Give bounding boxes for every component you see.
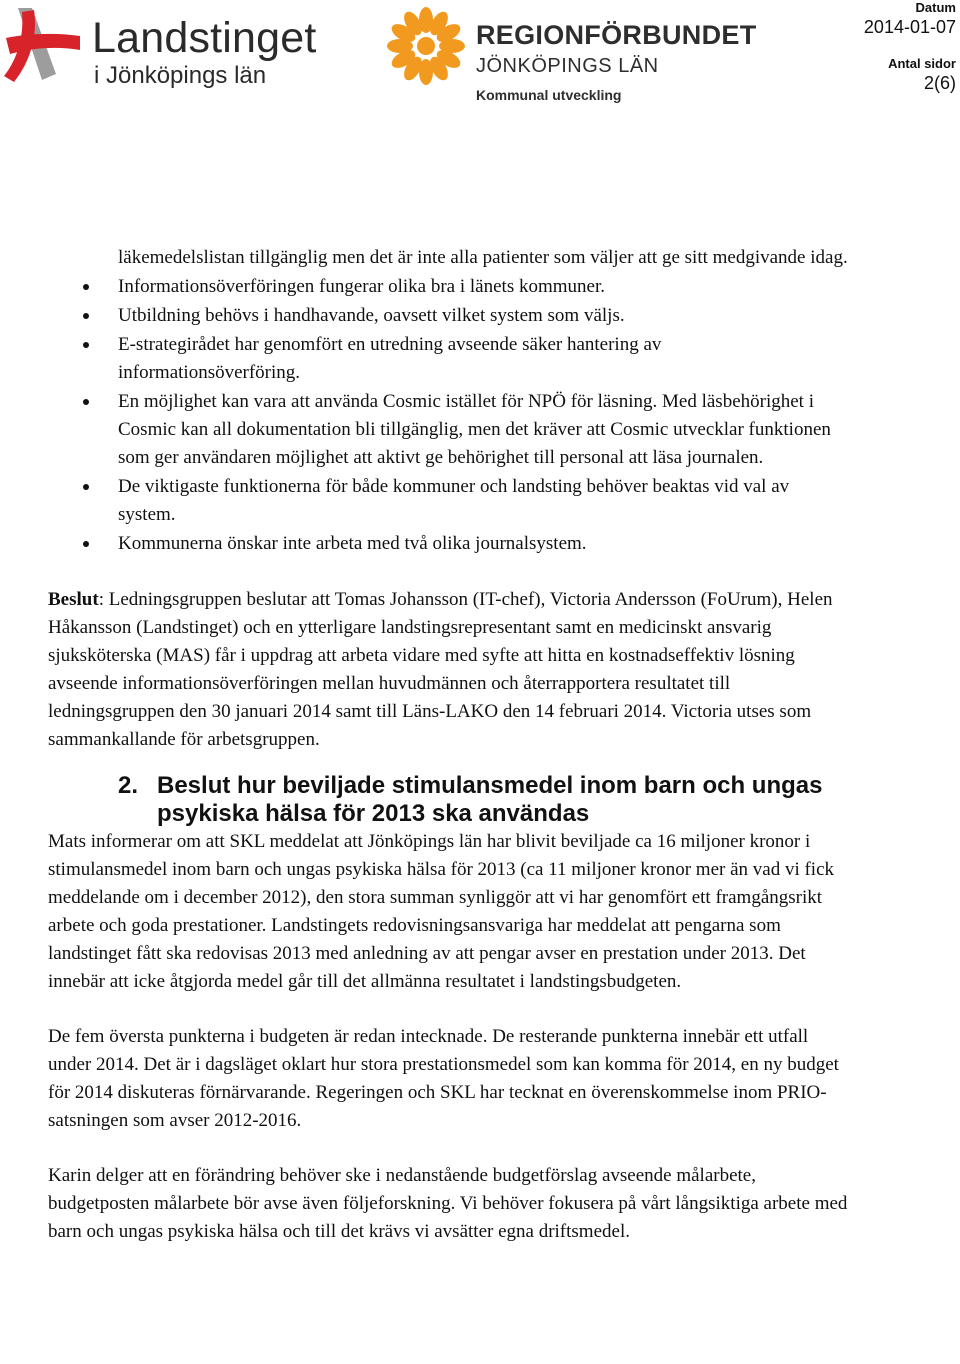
decision-paragraph: [48, 586, 848, 754]
document-meta: [864, 0, 956, 94]
date-value: 2014-01-07: [863, 17, 956, 37]
list-item-text: En möjlighet kan vara att använda Cosmic istället för NPÖ för läsning. Med läsbehörighet i Cosmic kan all dokumentation bli tillgänglig, men det kräver att Cosmic utvecklar funktionen som ger användaren möjlighet att aktivt ge behörighet till personal att läsa journalen.: [118, 391, 831, 468]
list-item: [48, 302, 848, 330]
list-item-text: läkemedelslistan tillgänglig men det är inte alla patienter som väljer att ge sitt medgivande idag.: [118, 247, 848, 268]
pages-value: 2(6): [923, 73, 956, 93]
decision-label: Beslut: [48, 589, 99, 610]
list-item-text: Kommunerna önskar inte arbeta med två olika journalsystem.: [118, 533, 587, 554]
regionforbundet-name: REGIONFÖRBUNDET: [476, 20, 757, 50]
list-item-text: De viktigaste funktionerna för både kommuner och landsting behöver beaktas vid val av system.: [118, 476, 790, 525]
landstinget-logo: [4, 6, 344, 90]
bullet-list: [48, 244, 848, 558]
bullet-icon: [83, 399, 89, 405]
list-item: [48, 331, 848, 387]
decision-text: : Ledningsgruppen beslutar att Tomas Johansson (IT-chef), Victoria Andersson (FoUrum), Helen Håkansson (Landstinget) och en ytterligare landstingsrepresentant samt en medicinskt ansvarig sjuksköterska (MAS) får i uppdrag att arbeta vidare med syfte att hitta en kostnadseffektiv lösning avseende informationsöverföringen mellan huvudmännen och återrapportera resultatet till ledningsgruppen den 30 januari 2014 samt till Läns-LAKO den 14 februari 2014. Victoria utses som sammankallande för arbetsgruppen.: [48, 589, 833, 750]
list-item: [48, 388, 848, 472]
list-item: [48, 530, 848, 558]
list-item-text: E-strategirådet har genomfört en utredning avseende säker hantering av informationsöverföring.: [118, 334, 662, 383]
landstinget-name: Landstinget: [92, 14, 317, 62]
list-item: [48, 273, 848, 301]
list-item-continued: [48, 244, 848, 272]
bullet-icon: [83, 541, 89, 547]
body-paragraph: Mats informerar om att SKL meddelat att Jönköpings län har blivit beviljade ca 16 miljoner kronor i stimulansmedel inom barn och ungas psykiska hälsa för 2013 (ca 11 miljoner kronor mer än vad vi fick meddelande om i december 2012), den stora summan synliggör att vi har genomfört ett framgångsrikt arbete och goda prestationer. Landstingets redovisningsansvariga har meddelat att pengarna som landstinget fått ska redovisas 2013 med anledning av att pengar avser en prestation under 2013. Det innebär att icke åtgjorda medel går till det allmänna resultatet i landstingsbudgeten.: [48, 831, 835, 992]
landstinget-region: i Jönköpings län: [94, 62, 267, 89]
bullet-icon: [83, 284, 89, 290]
section-number: 2.: [118, 772, 139, 799]
regionforbundet-region: JÖNKÖPINGS LÄN: [476, 55, 659, 77]
bullet-icon: [83, 342, 89, 348]
section-heading: [48, 772, 848, 828]
regionforbundet-tagline: Kommunal utveckling: [476, 87, 622, 103]
list-item-text: Utbildning behövs i handhavande, oavsett vilket system som väljs.: [118, 305, 625, 326]
pages-label: Antal sidor: [888, 56, 956, 71]
bullet-icon: [83, 484, 89, 490]
regionforbundet-logo: [384, 4, 757, 104]
bullet-icon: [83, 313, 89, 319]
list-item: [48, 473, 848, 529]
document-body: [48, 244, 848, 1246]
list-item-text: Informationsöverföringen fungerar olika bra i länets kommuner.: [118, 276, 605, 297]
regionforbundet-flower-icon: [384, 4, 468, 88]
landstinget-ribbon-icon: [4, 6, 84, 86]
body-paragraph: Karin delger att en förändring behöver ske i nedanstående budgetförslag avseende målarbete, budgetposten målarbete bör avse även följeforskning. Vi behöver fokusera på vårt långsiktiga arbete med barn och ungas psykiska hälsa och till det krävs vi avsätter egna driftsmedel.: [48, 1165, 848, 1242]
body-paragraph: De fem översta punkterna i budgeten är redan intecknade. De resterande punkterna innebär ett utfall under 2014. Det är i dagsläget oklart hur stora prestationsmedel som kan komma för 2014, en ny budget för 2014 diskuteras förnärvarande. Regeringen och SKL har tecknat en överenskommelse inom PRIO-satsningen som avser 2012-2016.: [48, 1026, 839, 1131]
section-title: Beslut hur beviljade stimulansmedel inom barn och ungas psykiska hälsa för 2013 ska användas: [157, 772, 823, 827]
date-label: Datum: [915, 0, 956, 15]
